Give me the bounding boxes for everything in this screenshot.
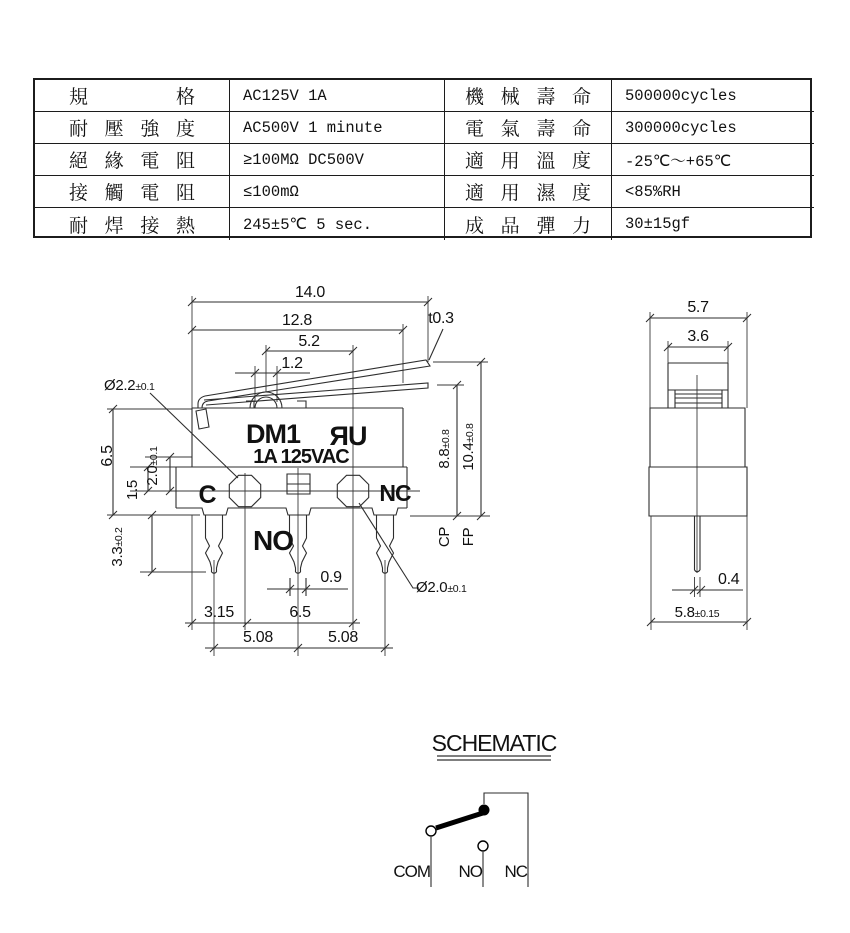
spec-label-cell (35, 144, 230, 176)
dim-total-width: 14.0 (295, 284, 325, 301)
spec-value-cell: 30±15gf (625, 215, 691, 233)
dim-pitch-right: 5.08 (328, 629, 358, 646)
spec-value-cell: ≥100MΩ DC500V (230, 144, 445, 176)
spec-value-cell: ≤100mΩ (230, 176, 445, 208)
ul-recognized-mark-icon: ЯU (329, 421, 367, 451)
spec-value-cell: 500000cycles (612, 80, 814, 112)
label-free-position: FP (460, 527, 477, 547)
dim-lever-width: 12.8 (282, 312, 312, 329)
terminal-label-c: C (198, 481, 216, 509)
schematic-no-contact (478, 841, 488, 851)
spec-label-cell (445, 176, 612, 208)
schematic-label-nc: NC (504, 862, 527, 881)
front-view (99, 284, 490, 656)
dim-edge-to-hole: 3.15 (204, 604, 234, 621)
spec-label-cell (445, 80, 612, 112)
schematic-title: SCHEMATIC (431, 730, 557, 756)
spec-label: 絕 緣 電 阻 (69, 151, 195, 172)
side-view (646, 299, 751, 630)
dim-pitch-left: 5.08 (243, 629, 273, 646)
label-operating-position: CP (436, 526, 453, 548)
schematic-label-com: COM (393, 862, 430, 881)
dim-hinge-dia: Ø2.2±0.1 (104, 377, 155, 394)
dim-pin-thickness: 0.4 (718, 571, 740, 588)
spec-label: 電 氣 壽 命 (465, 119, 591, 140)
dim-pin-width: 0.9 (320, 569, 342, 586)
dim-button-offset: 1.2 (281, 355, 303, 372)
spec-value-cell: AC125V 1A (230, 80, 445, 112)
brand-marking: DM1 (245, 419, 301, 449)
schematic (393, 730, 556, 887)
terminal-label-nc: NC (379, 480, 411, 506)
dim-lever-thickness: t0.3 (428, 310, 454, 327)
schematic-nc-contact-dot (479, 805, 490, 816)
schematic-com-contact (426, 826, 436, 836)
spec-value-cell: 245±5℃ 5 sec. (230, 208, 445, 240)
dim-side-width: 5.7 (687, 299, 709, 316)
spec-label-cell (35, 176, 230, 208)
dim-body-height: 6.5 (99, 445, 116, 467)
spec-label: 接 觸 電 阻 (69, 183, 195, 204)
spec-label-cell (35, 80, 230, 112)
spec-label-cell (445, 144, 612, 176)
dim-fp-height: 10.4±0.8 (460, 423, 477, 471)
spec-label: 適 用 濕 度 (465, 183, 591, 204)
dim-pin-length: 3.3±0.2 (109, 527, 126, 567)
dim-hole-span: 6.5 (289, 604, 311, 621)
front-extension-lines (107, 296, 490, 656)
dim-pin-dia: Ø2.0±0.1 (416, 579, 467, 596)
dim-top-to-hole: 2.0±0.1 (144, 446, 161, 486)
lever-arm (204, 360, 430, 405)
spec-label: 耐 焊 接 熱 (69, 215, 195, 237)
dim-depth: 5.8±0.15 (674, 604, 720, 621)
spec-label: 成 品 彈 力 (465, 215, 591, 237)
dim-op-height: 8.8±0.8 (436, 429, 453, 469)
spec-label: 耐 壓 強 度 (69, 119, 195, 140)
spec-label-cell (445, 112, 612, 144)
dim-plunger-width: 3.6 (687, 328, 709, 345)
spec-label: 適 用 溫 度 (465, 151, 591, 172)
terminal-pins (206, 515, 394, 573)
spec-value-cell: 300000cycles (612, 112, 814, 144)
spec-value-cell: <85%RH (612, 176, 814, 208)
spec-label: 規 格 (69, 87, 195, 108)
spec-value-cell: AC500V 1 minute (230, 112, 445, 144)
schematic-label-no: NO (458, 862, 482, 881)
spec-label: 機 械 壽 命 (465, 87, 591, 108)
spec-label-cell (35, 112, 230, 144)
schematic-lever (436, 812, 486, 828)
dim-flange-height: 1.5 (124, 480, 141, 500)
spec-label-cell (35, 208, 230, 240)
schematic-title-underline (437, 756, 551, 760)
rating-marking: 1A 125VAC (253, 446, 349, 468)
side-body-outline (649, 363, 747, 572)
spec-value-cell: -25℃～+65℃ (612, 144, 814, 176)
spec-label-cell (445, 208, 612, 240)
front-dimension-lines (113, 302, 481, 648)
spec-table (33, 78, 812, 238)
terminal-label-no: NO (253, 525, 293, 556)
dim-button-span: 5.2 (298, 333, 320, 350)
